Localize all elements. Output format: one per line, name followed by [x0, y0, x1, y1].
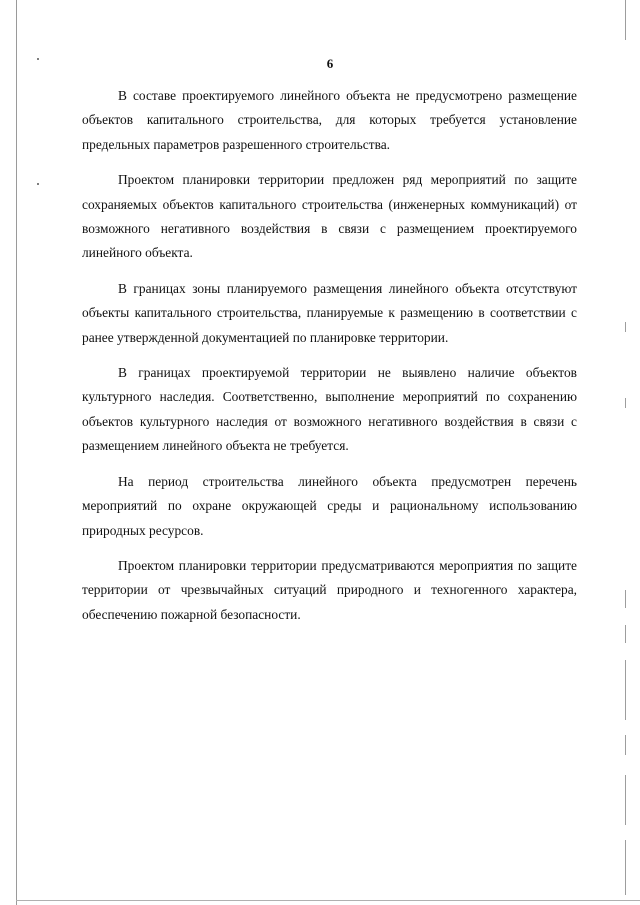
scan-speck: [37, 183, 39, 185]
scan-edge-mark: [625, 840, 626, 895]
body-text: [82, 84, 577, 638]
scan-bottom-border: [16, 900, 640, 901]
scan-edge-mark: [625, 735, 626, 755]
paragraph: В составе проектируемого линейного объекта не предусмотрено размещение объектов капитального строительства, для которых требуется установление предельных параметров разрешенного строительства.: [82, 88, 577, 152]
page-number: 6: [326, 56, 334, 71]
scan-edge-mark: [625, 775, 626, 825]
paragraph: В границах зоны планируемого размещения линейного объекта отсутствуют объекты капитального строительства, планируемые к размещению в соответствии с ранее утвержденной документацией по планировке территории.: [82, 280, 577, 345]
scan-edge-mark: [625, 590, 626, 608]
scan-edge-mark: [625, 625, 626, 643]
scan-edge-mark: [625, 398, 626, 408]
paragraph: На период строительства линейного объекта предусмотрен перечень мероприятий по охране окружающей среды и рациональному использованию природных ресурсов.: [82, 473, 577, 538]
paragraph: В границах проектируемой территории не выявлено наличие объектов культурного наследия. Соответственно, выполнение мероприятий по сохранению объектов культурного наследия от возможного негативного воздействия в связи с размещением линейного объекта не требуется.: [82, 365, 577, 454]
scan-edge-mark: [625, 322, 626, 332]
paragraph: Проектом планировки территории предусматриваются мероприятия по защите территории от чрезвычайных ситуаций природного и техногенного характера, обеспечению пожарной безопасности.: [82, 557, 577, 622]
scan-left-border: [16, 0, 17, 905]
scan-edge-mark: [625, 660, 626, 720]
paragraph: Проектом планировки территории предложен ряд мероприятий по защите сохраняемых объектов капитального строительства (инженерных коммуникаций) от возможного негативного воздействия в связи с размещением проектируемого линейного объекта.: [82, 172, 577, 261]
scan-edge-mark: [625, 0, 626, 40]
